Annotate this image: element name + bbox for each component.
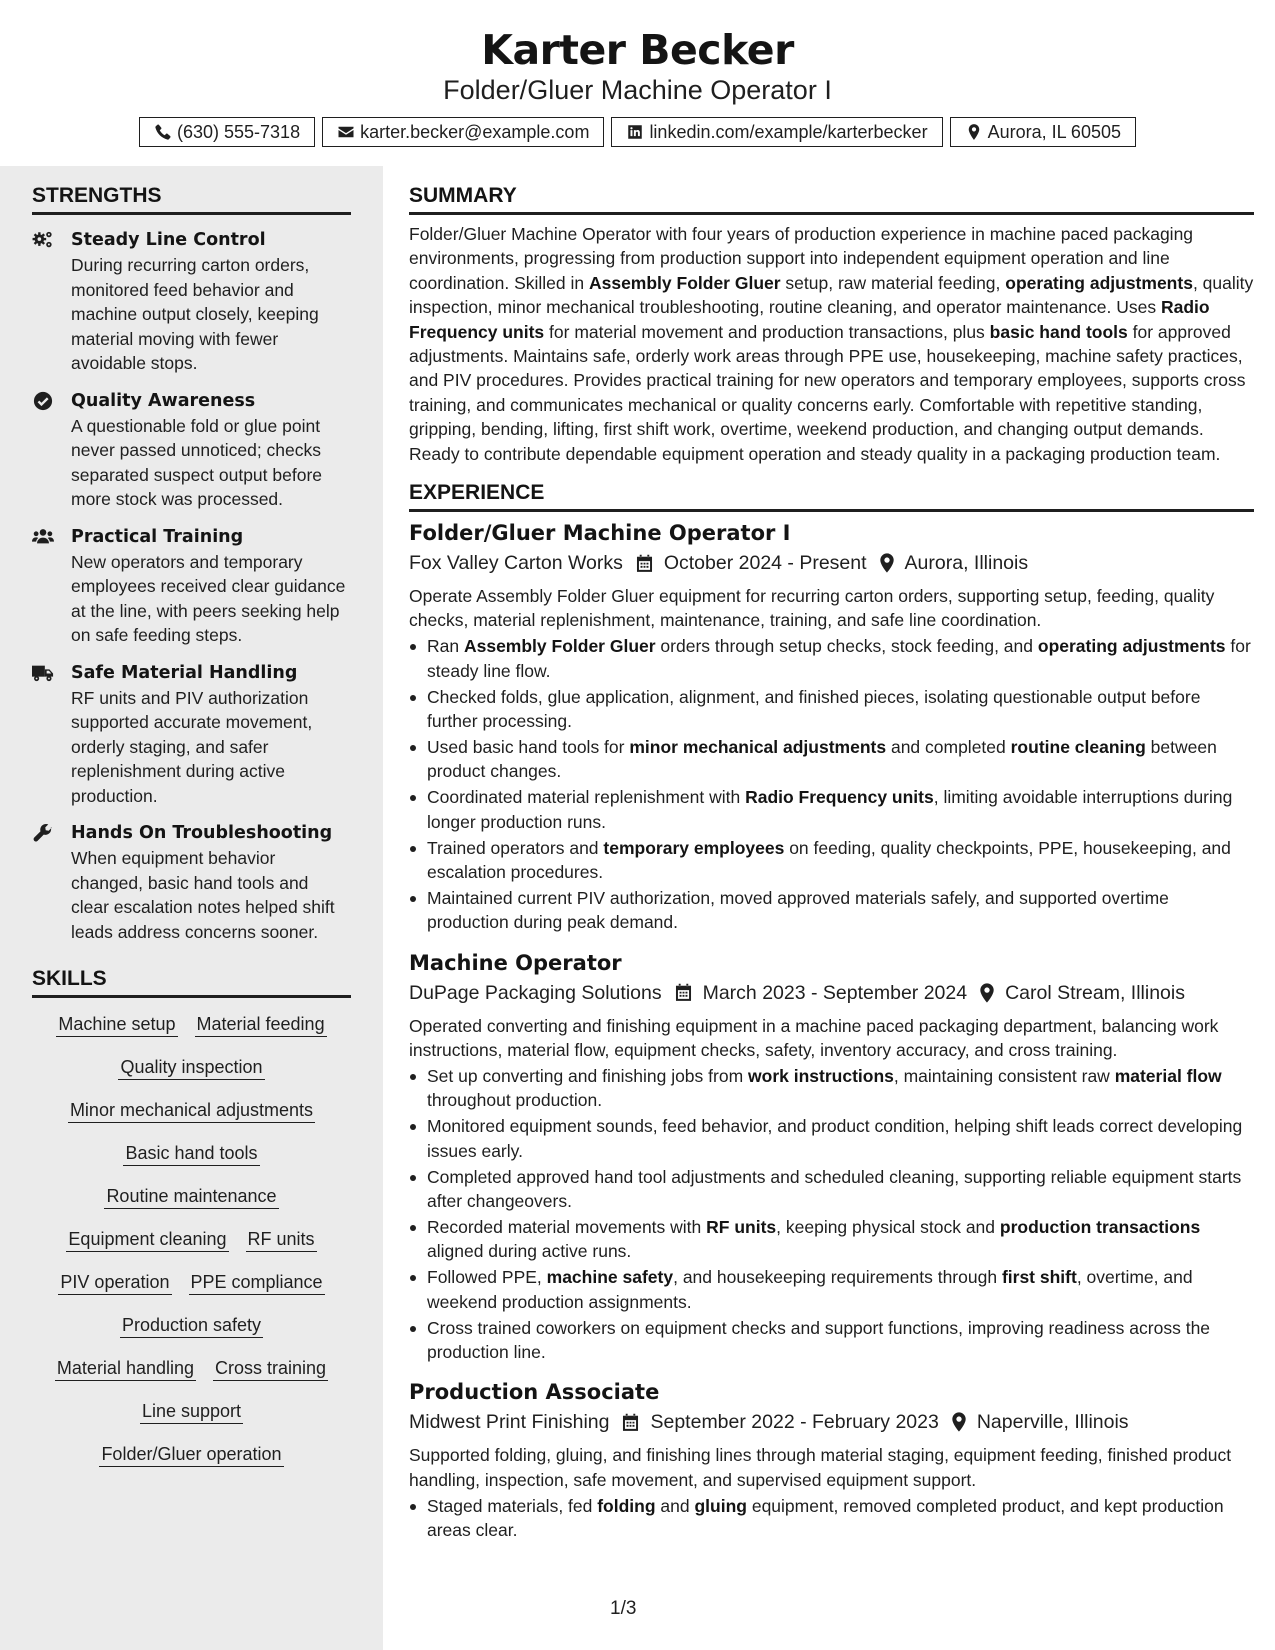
text-segment: on feeding, quality checkpoints, PPE, housekeeping, and escalation procedures. bbox=[427, 837, 1231, 883]
bullet-item bbox=[427, 886, 1254, 935]
bold-phrase: operating adjustments bbox=[1037, 636, 1226, 657]
job-entry bbox=[409, 948, 1254, 1365]
contact-phone[interactable] bbox=[139, 117, 315, 147]
candidate-title: Folder/Gluer Machine Operator I bbox=[443, 75, 832, 105]
contact-linkedin[interactable] bbox=[611, 117, 942, 147]
bold-phrase: operating adjustments bbox=[1005, 272, 1193, 293]
bullet-item bbox=[427, 735, 1254, 784]
bold-phrase: basic hand tools bbox=[989, 321, 1128, 342]
bold-phrase: production transactions bbox=[999, 1217, 1201, 1237]
map-pin-icon bbox=[879, 553, 895, 573]
strength-title: Hands On Troubleshooting bbox=[71, 823, 333, 843]
text-segment: Checked folds, glue application, alignment, and finished pieces, isolating questionable output before further processing. bbox=[427, 686, 1201, 732]
text-segment: equipment, removed completed product, and kept production areas clear. bbox=[427, 1495, 1224, 1541]
bold-phrase: first shift bbox=[1001, 1267, 1077, 1288]
strength-desc: A questionable fold or glue point never passed unnoticed; checks separated suspect output before more stock was processed. bbox=[71, 415, 323, 509]
text-segment: , limiting avoidable interruptions during longer production runs. bbox=[427, 787, 1233, 832]
page-number: 1/3 bbox=[610, 1598, 637, 1619]
skill-row bbox=[32, 1013, 351, 1037]
skill-tag: RF units bbox=[246, 1228, 317, 1252]
text-segment: Ran bbox=[427, 636, 464, 657]
truck-icon bbox=[32, 663, 54, 683]
check-circle-icon bbox=[32, 391, 54, 411]
bold-phrase: minor mechanical adjustments bbox=[629, 737, 887, 757]
job-title: Production Associate bbox=[409, 1380, 660, 1405]
text-segment: Staged materials, fed bbox=[427, 1495, 598, 1516]
text-segment: Trained operators and bbox=[427, 837, 604, 858]
skill-tag: Material handling bbox=[55, 1357, 196, 1381]
gears-icon bbox=[32, 230, 54, 250]
text-segment: Completed approved hand tool adjustments and scheduled cleaning, supporting reliable equipment starts after changeovers. bbox=[427, 1166, 1242, 1212]
job-meta bbox=[409, 978, 1254, 1008]
text-segment: aligned during active runs. bbox=[427, 1241, 632, 1262]
skills-list bbox=[32, 1013, 351, 1467]
skill-tag: Material feeding bbox=[195, 1013, 327, 1037]
text-segment: and completed bbox=[886, 737, 1011, 757]
skill-row bbox=[32, 1357, 351, 1381]
text-segment: between product changes. bbox=[427, 737, 1217, 782]
calendar-icon bbox=[635, 554, 654, 573]
bullet-item bbox=[427, 1165, 1254, 1214]
strength-desc: RF units and PIV authorization supported accurate movement, orderly staging, and safer replenishment during active production. bbox=[71, 687, 313, 806]
strength-title: Steady Line Control bbox=[71, 230, 266, 250]
strengths-heading: STRENGTHS bbox=[32, 183, 351, 215]
strength-title: Safe Material Handling bbox=[71, 662, 298, 683]
sidebar bbox=[0, 166, 383, 1650]
contact-phone-text: (630) 555-7318 bbox=[176, 121, 301, 142]
skill-tag: Quality inspection bbox=[118, 1056, 264, 1080]
skill-tag: Production safety bbox=[120, 1314, 263, 1338]
skill-tag: PIV operation bbox=[58, 1271, 171, 1295]
contact-linkedin-text: linkedin.com/example/karterbecker bbox=[649, 121, 928, 142]
text-segment: Used basic hand tools for bbox=[427, 737, 630, 757]
bold-phrase: Assembly Folder Gluer bbox=[463, 636, 656, 657]
candidate-name: Karter Becker bbox=[481, 26, 794, 74]
strength-item bbox=[32, 525, 351, 648]
experience-list bbox=[409, 518, 1254, 1543]
envelope-icon bbox=[337, 123, 355, 141]
bold-phrase: Assembly Folder Gluer bbox=[588, 272, 781, 293]
job-title: Folder/Gluer Machine Operator I bbox=[409, 521, 791, 546]
strength-item bbox=[32, 389, 351, 512]
skill-row bbox=[32, 1443, 351, 1467]
text-segment: for approved adjustments. Maintains safe, orderly work areas through PPE use, housekeeping, machine safety practices, and PIV procedures. Provides practical training for new operators and temporary employees, supports cross training, and communicates mechanical or quality concerns early. Comfortable with repetitive standing, gripping, bending, lifting, first shift work, overtime, weekend production, and changing output demands. Ready to contribute dependable equipment operation and steady quality in a packaging production team. bbox=[409, 321, 1246, 464]
text-segment: Coordinated material replenishment with bbox=[427, 787, 746, 808]
skill-tag: Routine maintenance bbox=[104, 1185, 278, 1209]
bullet-item bbox=[427, 1494, 1254, 1543]
skill-row bbox=[32, 1314, 351, 1338]
text-segment: for material movement and production transactions, plus bbox=[544, 321, 990, 342]
text-segment: for steady line flow. bbox=[427, 636, 1251, 681]
job-location: Aurora, Illinois bbox=[904, 552, 1029, 575]
text-segment: , maintaining consistent raw bbox=[893, 1066, 1115, 1087]
bold-phrase: routine cleaning bbox=[1010, 737, 1146, 757]
strength-desc: New operators and temporary employees received clear guidance at the line, with peers seeking help on safe feeding steps. bbox=[71, 551, 346, 645]
job-title: Machine Operator bbox=[409, 950, 622, 975]
map-pin-icon bbox=[965, 123, 983, 141]
bullet-item bbox=[427, 785, 1254, 834]
job-dates: March 2023 - September 2024 bbox=[702, 981, 968, 1004]
job-entry bbox=[409, 1377, 1254, 1542]
bullet-item bbox=[427, 1064, 1254, 1113]
job-company: Midwest Print Finishing bbox=[409, 1411, 610, 1434]
map-pin-icon bbox=[951, 1412, 967, 1432]
calendar-icon bbox=[674, 983, 693, 1002]
experience-heading: EXPERIENCE bbox=[409, 480, 1254, 512]
skill-row bbox=[32, 1228, 351, 1252]
text-segment: Followed PPE, bbox=[427, 1267, 547, 1288]
summary-text bbox=[409, 222, 1254, 466]
skill-tag: Equipment cleaning bbox=[66, 1228, 228, 1252]
contact-email[interactable] bbox=[322, 117, 604, 147]
skill-row bbox=[32, 1271, 351, 1295]
text-segment: throughout production. bbox=[427, 1090, 603, 1111]
bullet-item bbox=[427, 1265, 1254, 1314]
text-segment: , quality inspection, minor mechanical troubleshooting, routine cleaning, and operator maintenance. Uses bbox=[409, 272, 1254, 318]
strength-title: Practical Training bbox=[71, 526, 244, 547]
text-segment: setup, raw material feeding, bbox=[780, 272, 1006, 293]
job-company: DuPage Packaging Solutions bbox=[409, 981, 662, 1004]
bullet-item bbox=[427, 1114, 1254, 1163]
map-pin-icon bbox=[979, 983, 995, 1003]
text-segment: , overtime, and weekend production assignments. bbox=[427, 1267, 1193, 1312]
resume-header bbox=[0, 0, 1275, 166]
job-meta bbox=[409, 1407, 1254, 1437]
contact-bar bbox=[0, 117, 1275, 147]
job-bullets bbox=[409, 634, 1254, 934]
strength-title: Quality Awareness bbox=[71, 390, 256, 411]
bold-phrase: gluing bbox=[694, 1495, 747, 1516]
bold-phrase: material flow bbox=[1114, 1066, 1222, 1087]
job-company: Fox Valley Carton Works bbox=[409, 552, 623, 575]
text-segment: Set up converting and finishing jobs from bbox=[427, 1066, 749, 1087]
skill-row bbox=[32, 1400, 351, 1424]
job-entry bbox=[409, 518, 1254, 935]
calendar-icon bbox=[621, 1413, 640, 1432]
text-segment: Cross trained coworkers on equipment checks and support functions, improving readiness across the production line. bbox=[427, 1317, 1211, 1363]
strength-item bbox=[32, 661, 351, 809]
bullet-item bbox=[427, 1316, 1254, 1365]
strength-item bbox=[32, 228, 351, 376]
text-segment: , keeping physical stock and bbox=[776, 1217, 1000, 1237]
text-segment: and bbox=[655, 1495, 695, 1516]
skill-tag: Line support bbox=[140, 1400, 243, 1424]
bold-phrase: machine safety bbox=[546, 1267, 674, 1288]
bullet-item bbox=[427, 836, 1254, 885]
text-segment: , and housekeeping requirements through bbox=[673, 1267, 1002, 1288]
bold-phrase: Radio Frequency units bbox=[409, 297, 1210, 342]
job-dates: September 2022 - February 2023 bbox=[650, 1411, 939, 1434]
bold-phrase: work instructions bbox=[748, 1066, 894, 1087]
job-bullets bbox=[409, 1494, 1254, 1543]
bullet-item bbox=[427, 634, 1254, 683]
job-bullets bbox=[409, 1064, 1254, 1364]
job-description: Operated converting and finishing equipment in a machine paced packaging department, balancing work instructions, material flow, equipment checks, safety, inventory accuracy, and cross training. bbox=[409, 1015, 1219, 1061]
job-dates: October 2024 - Present bbox=[663, 552, 867, 575]
contact-location-text: Aurora, IL 60505 bbox=[987, 121, 1121, 142]
text-segment: Maintained current PIV authorization, moved approved materials safely, and supported overtime production during peak demand. bbox=[427, 887, 1169, 933]
skill-row bbox=[32, 1056, 351, 1080]
summary-heading: SUMMARY bbox=[409, 183, 1254, 215]
text-segment: Monitored equipment sounds, feed behavior, and product condition, helping shift leads correct developing issues early. bbox=[427, 1116, 1243, 1161]
bold-phrase: temporary employees bbox=[603, 837, 785, 858]
bullet-item bbox=[427, 1215, 1254, 1264]
strength-item bbox=[32, 821, 351, 944]
bold-phrase: RF units bbox=[706, 1217, 777, 1237]
skill-tag: Folder/Gluer operation bbox=[99, 1443, 283, 1467]
text-segment: Recorded material movements with bbox=[427, 1217, 707, 1237]
contact-email-text: karter.becker@example.com bbox=[360, 121, 590, 142]
job-meta bbox=[409, 548, 1254, 578]
contact-location[interactable] bbox=[950, 117, 1136, 147]
job-location: Carol Stream, Illinois bbox=[1005, 981, 1185, 1004]
users-icon bbox=[32, 527, 54, 547]
skill-tag: Basic hand tools bbox=[123, 1142, 259, 1166]
wrench-icon bbox=[32, 823, 54, 843]
skill-row bbox=[32, 1099, 351, 1123]
skill-tag: PPE compliance bbox=[189, 1271, 325, 1295]
job-description: Operate Assembly Folder Gluer equipment for recurring carton orders, supporting setup, feeding, quality checks, material replenishment, maintenance, training, and safe line coordination. bbox=[409, 586, 1215, 631]
bullet-item bbox=[427, 685, 1254, 734]
bold-phrase: Radio Frequency units bbox=[745, 787, 934, 808]
skills-heading: SKILLS bbox=[32, 966, 351, 998]
skill-tag: Cross training bbox=[213, 1357, 328, 1381]
strength-desc: When equipment behavior changed, basic hand tools and clear escalation notes helped shift leads address concerns sooner. bbox=[71, 848, 335, 942]
skill-tag: Machine setup bbox=[56, 1013, 177, 1037]
phone-icon bbox=[154, 123, 172, 141]
skill-tag: Minor mechanical adjustments bbox=[68, 1099, 315, 1123]
text-segment: orders through setup checks, stock feeding, and bbox=[655, 636, 1038, 657]
job-description: Supported folding, gluing, and finishing lines through material staging, equipment feeding, finished product handling, inspection, safe movement, and supervised equipment support. bbox=[409, 1445, 1232, 1490]
main-content bbox=[383, 166, 1275, 1650]
skill-row bbox=[32, 1142, 351, 1166]
skill-row bbox=[32, 1185, 351, 1209]
text-segment: Folder/Gluer Machine Operator with four years of production experience in machine paced packaging environments, progressing from production support into independent equipment operation and line coordination. Skilled in bbox=[409, 224, 1194, 293]
linkedin-icon bbox=[626, 123, 644, 141]
bold-phrase: folding bbox=[597, 1495, 656, 1516]
strength-desc: During recurring carton orders, monitored feed behavior and machine output closely, keeping material moving with fewer avoidable stops. bbox=[71, 255, 319, 373]
job-location: Naperville, Illinois bbox=[976, 1411, 1129, 1434]
